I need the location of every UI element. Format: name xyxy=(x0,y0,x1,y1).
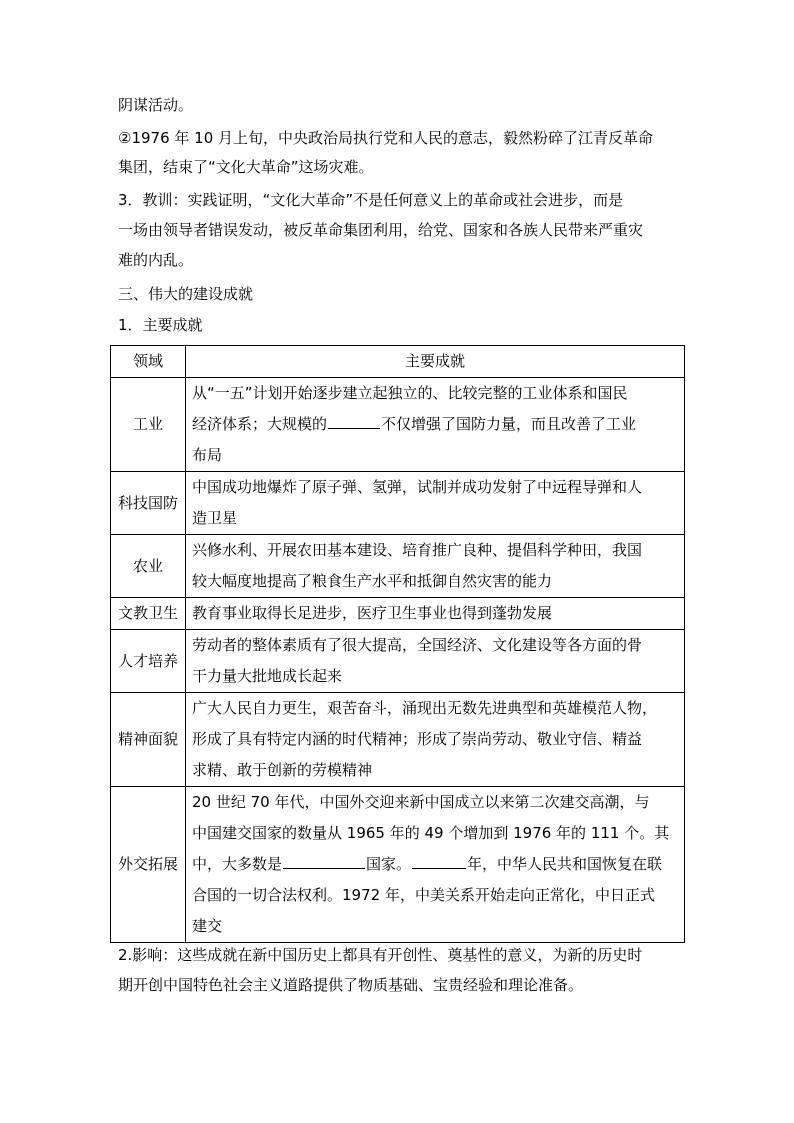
row-achievement: 中国成功地爆炸了原子弹、氢弹，试制并成功发射了中远程导弹和人 造卫星 xyxy=(186,472,685,535)
row-field: 科技国防 xyxy=(111,472,186,535)
row-field: 外交拓展 xyxy=(111,787,186,943)
row-field: 人才培养 xyxy=(111,630,186,693)
row-field: 精神面貌 xyxy=(111,693,186,787)
header-achievement: 主要成就 xyxy=(186,346,685,378)
row-achievement: 广大人民自力更生，艰苦奋斗，涌现出无数先进典型和英雄模范人物， 形成了具有特定内涵的时代精神；形成了崇尚劳动、敬业守信、精益 求精、敢于创新的劳模精神 xyxy=(186,693,685,787)
table-row xyxy=(111,472,685,535)
table-header-row xyxy=(111,346,685,378)
row-achievement: 从“一五”计划开始逐步建立起独立的、比较完整的工业体系和国民 经济体系；大规模的 不仅增强了国防力量，而且改善了工业 布局 xyxy=(186,378,685,472)
achievements-table xyxy=(110,345,685,943)
table-row xyxy=(111,535,685,598)
paragraph-text: 3．教训：实践证明，“文化大革命”不是任何意义上的革命或社会进步，而是 xyxy=(118,191,624,209)
row-field: 文教卫生 xyxy=(111,598,186,630)
row-achievement: 兴修水利、开展农田基本建设、培育推广良种、提倡科学种田，我国 较大幅度地提高了粮食生产水平和抵御自然灾害的能力 xyxy=(186,535,685,598)
table-row xyxy=(111,598,685,630)
table-row xyxy=(111,787,685,943)
paragraph-text: ②1976 年 10 月上旬，中央政治局执行党和人民的意志，毅然粉碎了江青反革命 xyxy=(118,129,654,147)
sub-title: 1．主要成就 xyxy=(118,316,203,334)
row-achievement: 劳动者的整体素质有了很大提高，全国经济、文化建设等各方面的骨 干力量大批地成长起来 xyxy=(186,630,685,693)
table-row xyxy=(111,693,685,787)
fill-blank[interactable] xyxy=(328,410,380,429)
paragraph-text: 难的内乱。 xyxy=(118,251,194,269)
table-row xyxy=(111,378,685,472)
row-achievement: 20 世纪 70 年代，中国外交迎来新中国成立以来第二次建交高潮，与 中国建交国家的数量从 1965 年的 49 个增加到 1976 年的 111 个。其 中，大多数是 国家。 年，中华人民共和国恢复在联 合国的一切合法权利。1972 年，中美关系开始走向正常化，中日正式 建交 xyxy=(186,787,685,943)
table-row xyxy=(111,630,685,693)
row-field: 工业 xyxy=(111,378,186,472)
impact-text: 期开创中国特色社会主义道路提供了物质基础、宝贵经验和理论准备。 xyxy=(118,976,584,994)
row-field: 农业 xyxy=(111,535,186,598)
section-title: 三、伟大的建设成就 xyxy=(118,285,254,303)
paragraph-text: 一场由领导者错误发动，被反革命集团利用，给党、国家和各族人民带来严重灾 xyxy=(118,221,644,239)
fill-blank[interactable] xyxy=(412,850,466,869)
fill-blank[interactable] xyxy=(283,850,365,869)
row-achievement: 教育事业取得长足进步，医疗卫生事业也得到蓬勃发展 xyxy=(186,598,685,630)
impact-text: 2.影响：这些成就在新中国历史上都具有开创性、奠基性的意义，为新的历史时 xyxy=(118,946,643,964)
paragraph-text: 集团，结束了“文化大革命”这场灾难。 xyxy=(118,158,374,176)
header-field: 领域 xyxy=(111,346,186,378)
paragraph-text: 阴谋活动。 xyxy=(118,96,194,114)
